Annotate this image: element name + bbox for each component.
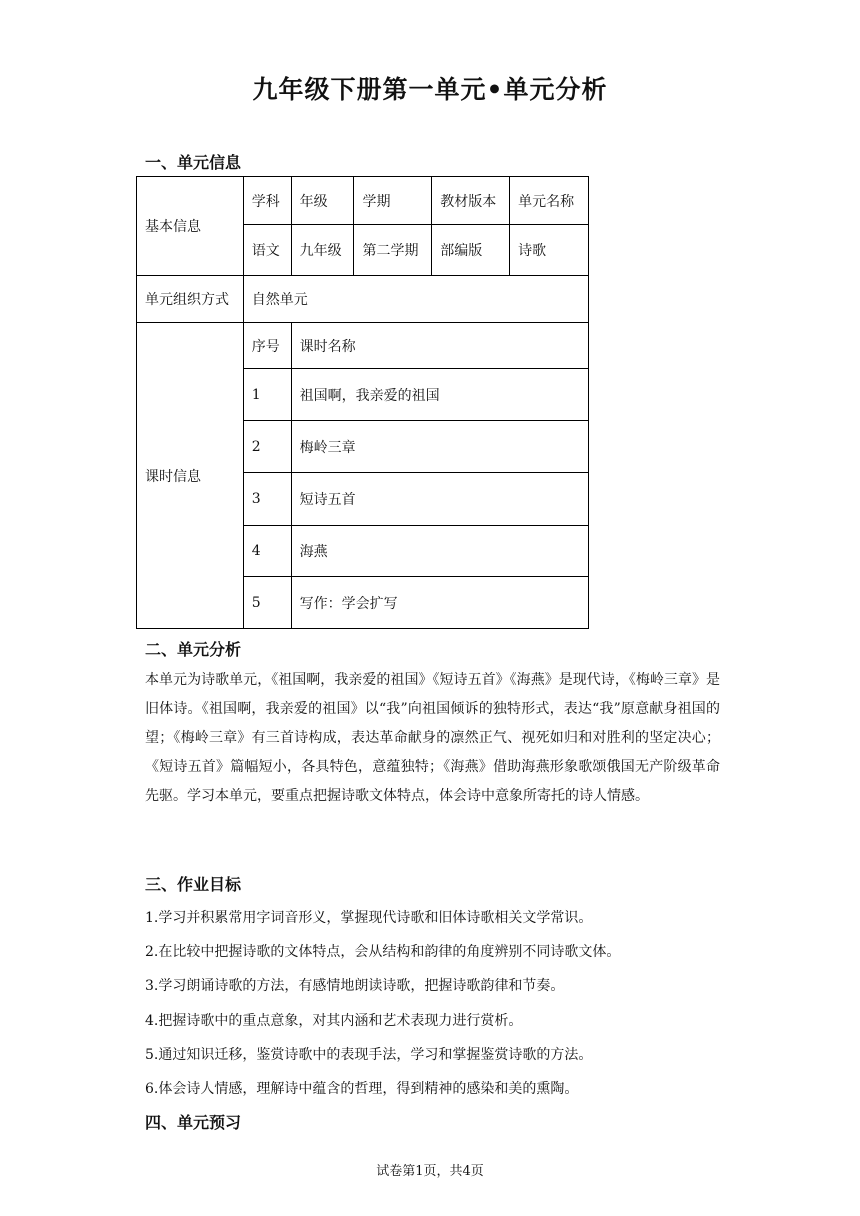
unit-analysis-paragraph: 本单元为诗歌单元，《祖国啊，我亲爱的祖国》《短诗五首》《海燕》是现代诗，《梅岭三章》是旧体诗。《祖国啊，我亲爱的祖国》以“我”向祖国倾诉的独特形式，表达“我”原意献身祖国的望；《梅岭三章》有三首诗构成，表达革命献身的凛然正气、视死如归和对胜利的坚定决心；《短诗五首》篇幅短小，各具特色，意蕴独特；《海燕》借助海燕形象歌颂俄国无产阶级革命先驱。学习本单元，要重点把握诗歌文体特点，体会诗中意象所寄托的诗人情感。: [145, 672, 720, 804]
org-label: 单元组织方式: [137, 276, 244, 323]
goal-item: 6.体会诗人情感，理解诗中蕴含的哲理，得到精神的感染和美的熏陶。: [145, 1081, 579, 1097]
lesson-name: 短诗五首: [291, 473, 588, 526]
page-footer: 试卷第1页，共4页: [376, 1164, 484, 1179]
goal-item: 1.学习并积累常用字词音形义，掌握现代诗歌和旧体诗歌相关文学常识。: [145, 910, 593, 926]
value-subject: 语文: [243, 225, 291, 276]
value-grade: 九年级: [291, 225, 354, 276]
goal-item: 3.学习朗诵诗歌的方法，有感情地朗读诗歌，把握诗歌韵律和节奏。: [145, 978, 565, 994]
value-edition: 部编版: [432, 225, 510, 276]
header-lesson-no: 序号: [243, 323, 291, 369]
header-grade: 年级: [291, 177, 354, 225]
section-heading-preview: 四、单元预习: [145, 1113, 242, 1132]
org-value: 自然单元: [243, 276, 588, 323]
lesson-name: 海燕: [291, 526, 588, 577]
lesson-no: 4: [243, 526, 291, 577]
header-lesson-name: 课时名称: [291, 323, 588, 369]
page-title: 九年级下册第一单元•单元分析: [252, 75, 608, 104]
lesson-no: 1: [243, 369, 291, 421]
table-row: [137, 177, 589, 225]
lesson-info-label: 课时信息: [137, 323, 244, 629]
section-heading-goals: 三、作业目标: [145, 875, 242, 894]
lesson-no: 3: [243, 473, 291, 526]
lesson-no: 2: [243, 421, 291, 473]
header-edition: 教材版本: [432, 177, 510, 225]
table-row: [137, 323, 589, 369]
section-heading-unit-info: 一、单元信息: [145, 153, 242, 172]
header-term: 学期: [354, 177, 432, 225]
goal-item: 5.通过知识迁移，鉴赏诗歌中的表现手法，学习和掌握鉴赏诗歌的方法。: [145, 1047, 593, 1063]
header-subject: 学科: [243, 177, 291, 225]
table-row: [137, 276, 589, 323]
basic-info-label: 基本信息: [137, 177, 244, 276]
unit-info-table: [136, 176, 589, 629]
goal-item: 2.在比较中把握诗歌的文体特点，会从结构和韵律的角度辨别不同诗歌文体。: [145, 944, 621, 960]
lesson-no: 5: [243, 577, 291, 629]
lesson-name: 写作：学会扩写: [291, 577, 588, 629]
value-term: 第二学期: [354, 225, 432, 276]
lesson-name: 梅岭三章: [291, 421, 588, 473]
section-heading-unit-analysis: 二、单元分析: [145, 640, 242, 659]
value-unit-name: 诗歌: [510, 225, 589, 276]
header-unit-name: 单元名称: [510, 177, 589, 225]
lesson-name: 祖国啊，我亲爱的祖国: [291, 369, 588, 421]
goal-item: 4.把握诗歌中的重点意象，对其内涵和艺术表现力进行赏析。: [145, 1013, 523, 1029]
